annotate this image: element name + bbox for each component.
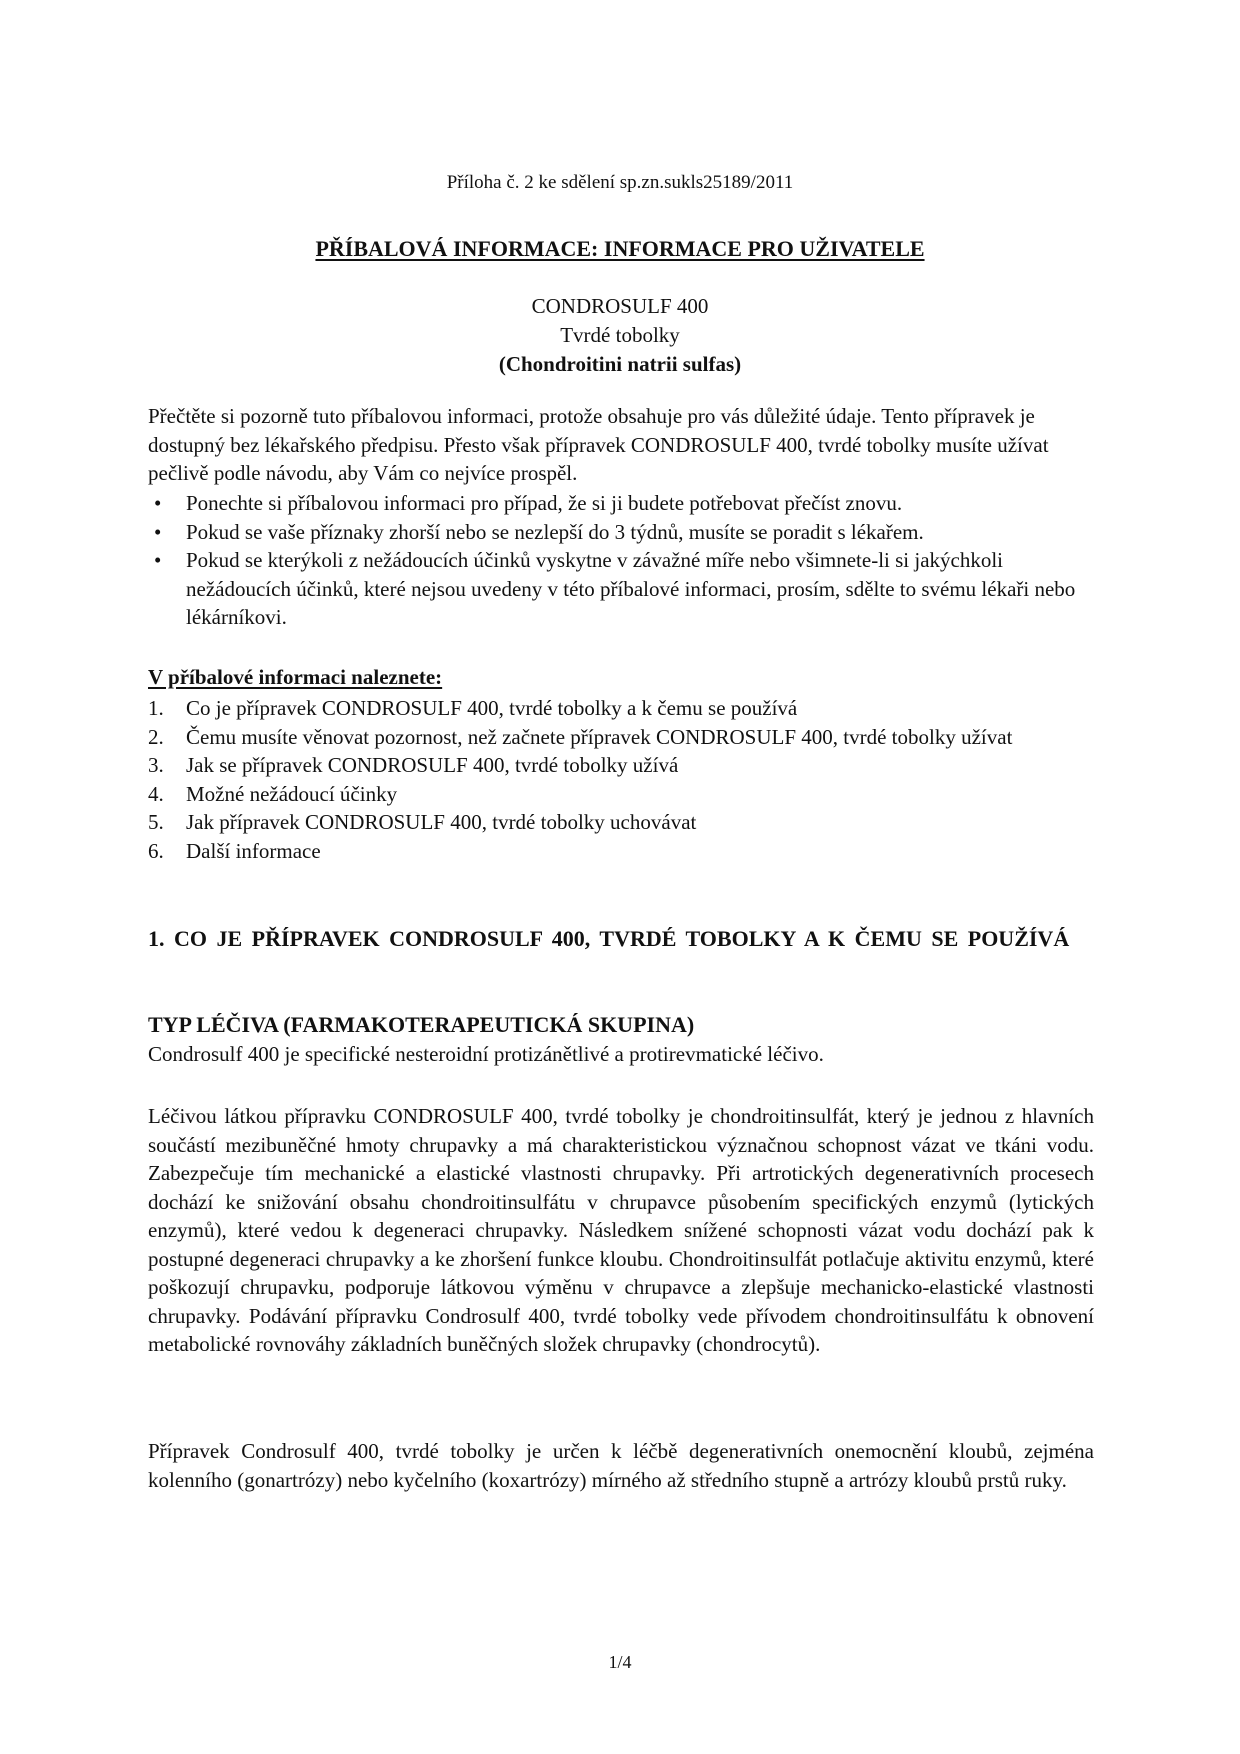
active-substance-paragraph: Léčivou látkou přípravku CONDROSULF 400, tvrdé tobolky je chondroitinsulfát, který je jednou z hlavních součástí mezibuněčné hmoty chrupavky a má charakteristickou význačnou schopnost vázat ve tkáni vodu. Zabezpečuje tím mechanické a elastické vlastnosti chrupavky. Při artrotických degenerativních procesech dochází ke snižování obsahu chondroitinsulfátu v chrupavce působením specifických enzymů (lytických enzymů), které vedou k degeneraci chrupavky. Následkem snížené schopnosti vázat vodu dochází pak k postupné degeneraci chrupavky a ke zhoršení funkce kloubu. Chondroitinsulfát potlačuje aktivitu enzymů, které poškozují chrupavku, podporuje látkovou výměnu v chrupavce a zlepšuje mechanicko-elastické vlastnosti chrupavky. Podávání přípravku Condrosulf 400, tvrdé tobolky vede přívodem chondroitinsulfátu k obnovení metabolické rovnováhy základních buněčných složek chrupavky (chondrocytů). xyxy=(148,1104,1094,1356)
toc-item-text: Jak se přípravek CONDROSULF 400, tvrdé tobolky užívá xyxy=(186,753,679,777)
toc-item xyxy=(148,780,1094,809)
toc-item-text: Co je přípravek CONDROSULF 400, tvrdé tobolky a k čemu se používá xyxy=(186,696,798,720)
bullet-text: Ponechte si příbalovou informaci pro případ, že si ji budete potřebovat přečíst znovu. xyxy=(186,491,903,515)
toc-item-number: 2. xyxy=(148,724,164,749)
toc-heading: V příbalové informaci naleznete: xyxy=(148,665,443,689)
toc-item xyxy=(148,751,1094,780)
list-item xyxy=(148,546,1094,632)
toc-item xyxy=(148,837,1094,866)
toc-item xyxy=(148,723,1094,752)
product-name: CONDROSULF 400 xyxy=(531,294,709,318)
list-item xyxy=(148,518,1094,547)
intro-bullet-list xyxy=(148,489,1094,632)
bullet-text: Pokud se vaše příznaky zhorší nebo se nezlepší do 3 týdnů, musíte se poradit s lékařem. xyxy=(186,519,924,544)
list-item xyxy=(148,489,1094,518)
toc-item-text: Další informace xyxy=(186,838,321,863)
page-number: 1/4 xyxy=(608,1652,632,1672)
annex-reference: Příloha č. 2 ke sdělení sp.zn.sukls25189/2011 xyxy=(446,172,794,193)
intro-paragraph: Přečtěte si pozorně tuto příbalovou informaci, protože obsahuje pro vás důležité údaje. Tento přípravek je dostupný bez lékařského předpisu. Přesto však přípravek CONDROSULF 400, tvrdé tobolky musíte užívat pečlivě podle návodu, aby Vám co nejvíce prospěl. xyxy=(148,404,1049,485)
toc-item-text: Čemu musíte věnovat pozornost, než začnete přípravek CONDROSULF 400, tvrdé tobolky užívat xyxy=(186,724,1013,749)
toc-item-text: Jak přípravek CONDROSULF 400, tvrdé tobolky uchovávat xyxy=(186,810,697,834)
toc-item-number: 6. xyxy=(148,838,164,863)
document-title: PŘÍBALOVÁ INFORMACE: INFORMACE PRO UŽIVATELE xyxy=(315,236,925,261)
bullet-icon: • xyxy=(154,519,162,544)
toc-item-number: 4. xyxy=(148,781,164,806)
product-form: Tvrdé tobolky xyxy=(560,323,680,347)
bullet-icon: • xyxy=(154,548,162,572)
drug-type-heading: TYP LÉČIVA (FARMAKOTERAPEUTICKÁ SKUPINA) xyxy=(148,1012,695,1037)
toc-item-text: Možné nežádoucí účinky xyxy=(186,781,398,806)
toc-item xyxy=(148,808,1094,837)
indication-paragraph: Přípravek Condrosulf 400, tvrdé tobolky je určen k léčbě degenerativních onemocnění kloubů, zejména kolenního (gonartrózy) nebo kyčelního (koxartrózy) mírného až středního stupně a artrózy kloubů prstů ruky. xyxy=(148,1439,1094,1492)
toc-item xyxy=(148,694,1094,723)
toc-item-number: 3. xyxy=(148,753,164,777)
bullet-text: Pokud se kterýkoli z nežádoucích účinků vyskytne v závažné míře nebo všimnete-li si jakýchkoli nežádoucích účinků, které nejsou uvedeny v této příbalové informaci, prosím, sdělte to svému lékaři nebo lékárníkovi. xyxy=(186,548,1076,629)
drug-type-paragraph: Condrosulf 400 je specifické nesteroidní protizánětlivé a protirevmatické léčivo. xyxy=(148,1042,824,1066)
bullet-icon: • xyxy=(154,491,162,515)
toc-item-number: 5. xyxy=(148,810,164,834)
section-1-heading: 1. CO JE PŘÍPRAVEK CONDROSULF 400, TVRDÉ TOBOLKY A K ČEMU SE POUŽÍVÁ xyxy=(148,926,1070,951)
product-block xyxy=(0,292,1240,379)
product-substance: (Chondroitini natrii sulfas) xyxy=(498,352,742,376)
table-of-contents xyxy=(148,694,1094,865)
toc-item-number: 1. xyxy=(148,696,164,720)
